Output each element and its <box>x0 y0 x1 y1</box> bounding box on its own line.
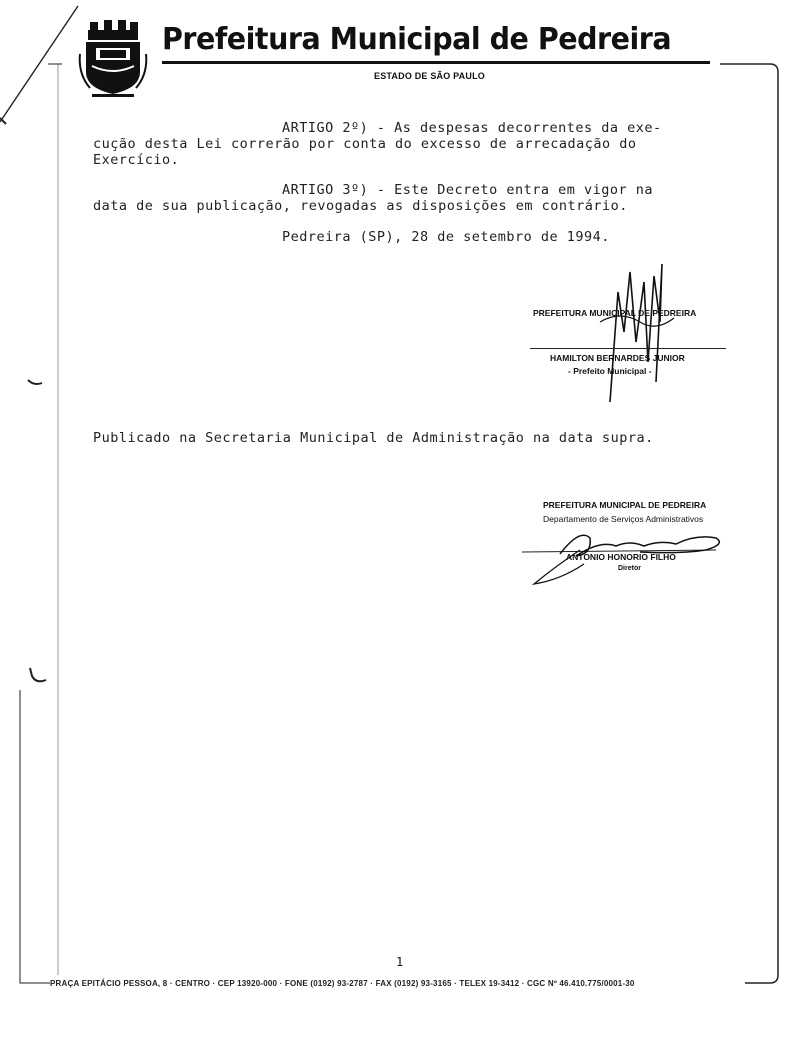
signature1-name: HAMILTON BERNARDES JUNIOR <box>550 353 685 363</box>
signature1-role: - Prefeito Municipal - <box>568 366 652 376</box>
signature2-role: Diretor <box>618 565 641 572</box>
signature2-name: ANTONIO HONORIO FILHO <box>566 552 676 562</box>
signature1-org: PREFEITURA MUNICIPAL DE PEDREIRA <box>533 308 697 318</box>
signature1-rule <box>530 348 726 349</box>
municipal-crest-icon <box>78 14 148 102</box>
state-label: ESTADO DE SÃO PAULO <box>374 71 485 81</box>
artigo2-line1: ARTIGO 2º) - As despesas decorrentes da exe- <box>282 120 662 136</box>
page-number: 1 <box>396 955 404 969</box>
signature2-org: PREFEITURA MUNICIPAL DE PEDREIRA <box>543 500 707 510</box>
page-title: Prefeitura Municipal de Pedreira <box>162 22 672 57</box>
artigo2-line2: cução desta Lei correrão por conta do excesso de arrecadação do <box>93 136 637 152</box>
artigo3-line1: ARTIGO 3º) - Este Decreto entra em vigor na <box>282 182 653 198</box>
footer-address: PRAÇA EPITÁCIO PESSOA, 8 · CENTRO · CEP 13920-000 · FONE (0192) 93-2787 · FAX (0192) 93-3165 · TELEX 19-3412 · CGC Nº 46.410.775/0001-30 <box>50 979 635 988</box>
date-line: Pedreira (SP), 28 de setembro de 1994. <box>282 229 610 245</box>
mayor-signature-icon <box>590 262 680 404</box>
signature2-dept: Departamento de Serviços Administrativos <box>543 514 704 524</box>
publication-line: Publicado na Secretaria Municipal de Administração na data supra. <box>93 430 654 446</box>
artigo3-line2: data de sua publicação, revogadas as disposições em contrário. <box>93 198 628 214</box>
artigo2-line3: Exercício. <box>93 152 180 168</box>
title-rule <box>162 61 710 64</box>
